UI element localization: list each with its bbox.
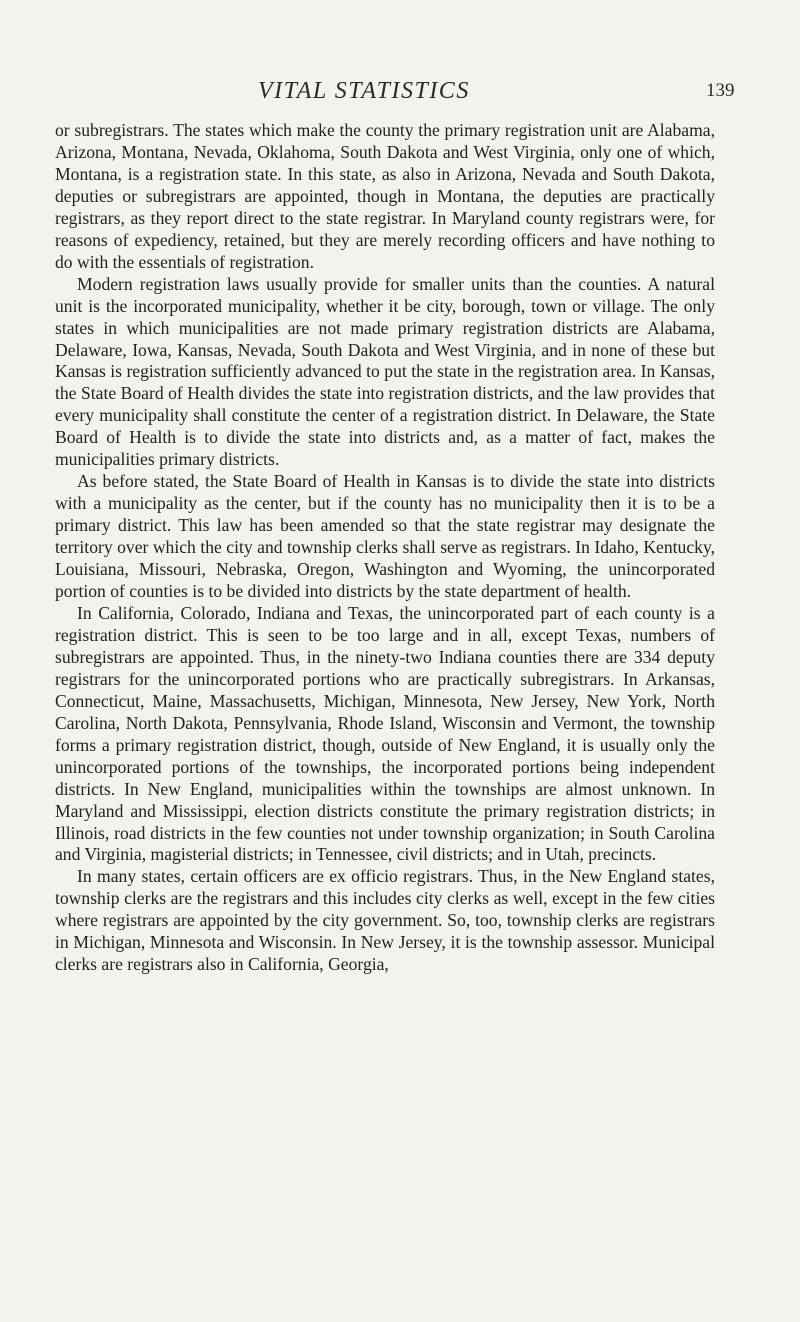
body-text [55,120,715,976]
paragraph: In many states, certain officers are ex officio registrars. Thus, in the New England states, township clerks are the registrars and this includes city clerks as well, except in the few cities where registrars are appointed by the city government. So, too, township clerks are registrars in Michigan, Minnesota and Wisconsin. In New Jersey, it is the township assessor. Municipal clerks are registrars also in California, Georgia, [55,866,715,975]
running-title: VITAL STATISTICS [258,78,470,104]
paragraph: As before stated, the State Board of Health in Kansas is to divide the state into districts with a municipality as the center, but if the county has no municipality then it is to be a primary district. This law has been amended so that the state registrar may designate the territory over which the city and township clerks shall serve as registrars. In Idaho, Kentucky, Louisiana, Missouri, Nebraska, Oregon, Washington and Wyoming, the unincorporated portion of counties is to be divided into districts by the state department of health. [55,471,715,602]
page-number: 139 [706,80,735,101]
paragraph: or subregistrars. The states which make the county the primary registration unit are Alabama, Arizona, Montana, Nevada, Oklahoma, South Dakota and West Virginia, only one of which, Montana, is a registration state. In this state, as also in Arizona, Nevada and South Dakota, deputies or subregistrars are appointed, though in Montana, the deputies are practically registrars, as they report direct to the state registrar. In Maryland county registrars were, for reasons of expediency, retained, but they are merely recording officers and have nothing to do with the essentials of registration. [55,120,715,272]
paragraph: Modern registration laws usually provide for smaller units than the counties. A natural unit is the incorporated municipality, whether it be city, borough, town or village. The only states in which municipalities are not made primary registration districts are Alabama, Delaware, Iowa, Kansas, Nevada, South Dakota and West Virginia, and in none of these but Kansas is registration sufficiently advanced to put the state in the registration area. In Kansas, the State Board of Health divides the state into registration districts, and the law provides that every municipality shall constitute the center of a registration district. In Delaware, the State Board of Health is to divide the state into districts and, as a matter of fact, makes the municipalities primary districts. [55,273,715,470]
page-header [0,78,800,112]
paragraph: In California, Colorado, Indiana and Texas, the unincorporated part of each county is a registration district. This is seen to be too large and in all, except Texas, numbers of subregistrars are appointed. Thus, in the ninety-two Indiana counties there are 334 deputy registrars for the unincorporated portions who are practically subregistrars. In Arkansas, Connecticut, Maine, Massachusetts, Michigan, Minnesota, New Jersey, New York, North Carolina, North Dakota, Pennsylvania, Rhode Island, Wisconsin and Vermont, the township forms a primary registration district, though, outside of New England, it is usually only the unincorporated portions of the townships, the incorporated portions being independent districts. In New England, municipalities within the townships are almost unknown. In Maryland and Mississippi, election districts constitute the primary registration districts; in Illinois, road districts in the few counties not under township organization; in South Carolina and Virginia, magisterial districts; in Tennessee, civil districts; and in Utah, precincts. [55,602,715,865]
